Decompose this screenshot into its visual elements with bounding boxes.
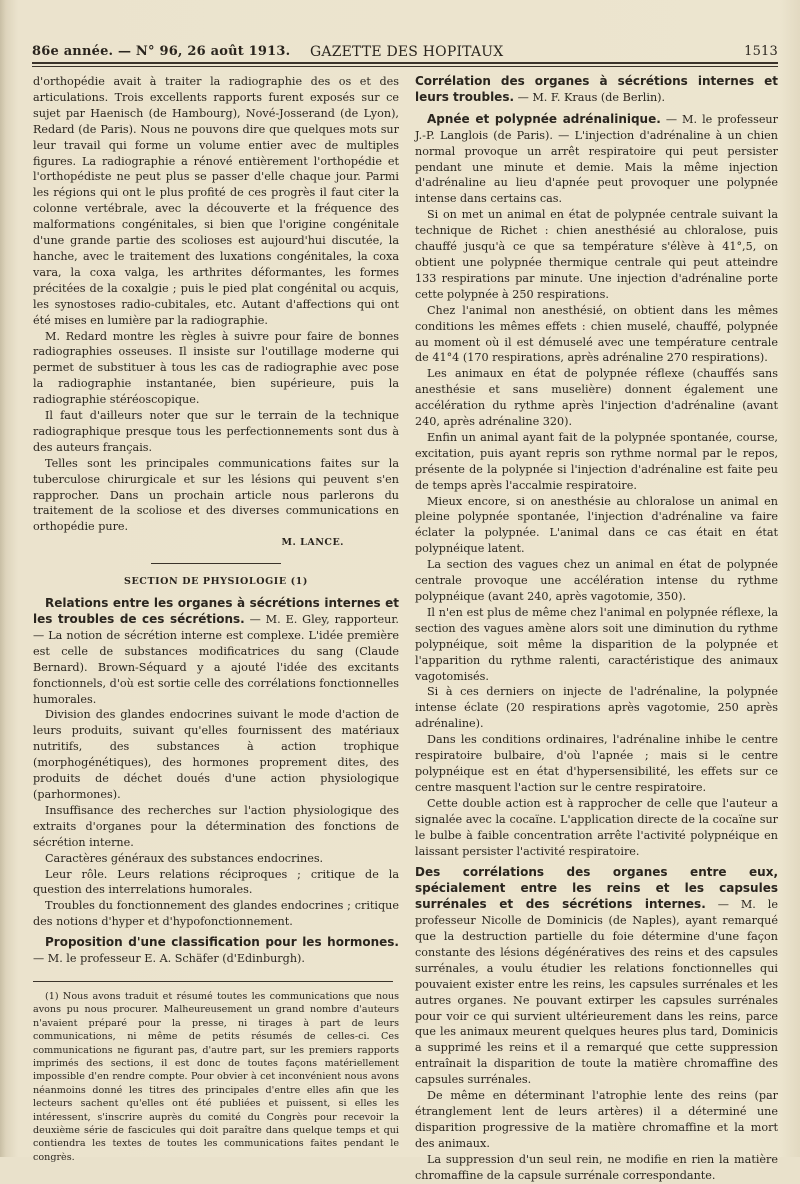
left-column [33,74,399,1164]
article-entry [415,865,778,1088]
footnote-rule [33,981,393,982]
paragraph: Division des glandes endocrines suivant le mode d'action de leurs produits, suivant qu'elles fournissent des matériaux nutritifs, des substances à action trophique (morphogénétiques), des hormones proprement dites, des produits de déchet doués d'une action physiologique (parhormones). [33,708,399,801]
paragraph: Cette double action est à rapprocher de celle que l'auteur a signalée avec la cocaïne. L'application directe de la cocaïne sur le bulbe à faible concentration arrête l'activité polypnéique en laissant persister l'activité respiratoire. [415,796,778,858]
issue-line: 86e année. — N° 96, 26 août 1913. [32,44,291,59]
paragraph: Chez l'animal non anesthésié, on obtient dans les mêmes conditions les mêmes effets : chien muselé, chauffé, polypnée au moment où il est démuselé avec une température centrale de 41°4 (170 respirations, après adrénaline 270 respirations). [415,303,778,365]
author-signature: M. LANCE. [281,537,344,549]
article-entry [415,112,778,207]
paragraph: Enfin un animal ayant fait de la polypnée spontanée, course, excitation, puis ayant repris son rythme normal par le repos, présente de la polypnée si l'injection d'adrénaline est faite peu de temps après l'accalmie respiratoire. [415,430,778,492]
paragraph: M. Redard montre les règles à suivre pour faire de bonnes radiographies osseuses. Il insiste sur l'outillage moderne qui permet de substituer à tous les cas de radiographie avec pose la radiographie instantanée, bien supérieure, puis la radiographie stéréoscopique. [33,329,399,407]
paragraph: Si à ces derniers on injecte de l'adrénaline, la polypnée intense éclate (20 respirations après vagotomie, 250 après adrénaline). [415,685,778,731]
article-body: — M. E. Gley, rapporteur. — La notion de sécrétion interne est complexe. L'idée première est celle de substances modificatrices du sang (Claude Bernard). Brown-Séquard y a ajouté l'idée des excitants fonctionnels, d'où est sortie celle des corrélations fonctionnelles humorales. [33,613,399,706]
paragraph: Troubles du fonctionnement des glandes endocrines ; critique des notions d'hyper et d'hypofonctionnement. [33,899,399,929]
paragraph: Dans les conditions ordinaires, l'adrénaline inhibe le centre respiratoire bulbaire, d'où l'apnée ; mais si le centre polypnéique est en état d'hypersensibilité, les effets sur ce centre masquent l'action sur le centre respiratoire. [415,733,778,794]
journal-title: GAZETTE DES HOPITAUX [310,44,504,60]
article-body: — M. le professeur E. A. Schäfer (d'Edinburgh). [33,952,305,966]
section-divider [151,563,281,564]
article-entry [415,74,778,106]
paragraph: La section des vagues chez un animal en état de polypnée centrale provoque une accélération intense du rythme polypnéique (avant 240, après vagotomie, 350). [415,558,778,603]
header-rule-thin [32,66,778,67]
article-entry [33,596,399,707]
article-body: — M. le professeur Nicolle de Dominicis (de Naples), ayant remarqué que la destruction partielle du foie détermine d'une façon constante des lésions dégénératives des reins et des capsules surrénales, a voulu étudier les relations fonctionnelles qui pouvaient exister entre les reins, les capsules surrénales et les autres organes. Ne pouvant extirper les capsules surrénales pour voir ce qui survient ultérieurement dans les reins, parce que les animaux meurent quelques heures plus tard, Dominicis a supprimé les reins et il a remarqué que cette suppression entraînait la disparition de toute la matière chromaffine des capsules surrénales. [415,898,778,1087]
paragraph: La suppression d'un seul rein, ne modifie en rien la matière chromaffine de la capsule surrénale correspondante. [415,1152,778,1182]
section-title: SECTION DE PHYSIOLOGIE (1) [124,576,308,588]
paragraph: Insuffisance des recherches sur l'action physiologique des extraits d'organes pour la détermination des fonctions de sécrétion interne. [33,803,399,849]
right-column [415,74,778,1184]
article-heading: Proposition d'une classification pour les hormones. [45,935,399,950]
paragraph: De même en déterminant l'atrophie lente des reins (par étranglement lent de leurs artères) il a déterminé une disparition progressive de la matière chromaffine et la mort des animaux. [415,1089,778,1150]
paragraph: Si on met un animal en état de polypnée centrale suivant la technique de Richet : chien anesthésié au chloralose, puis chauffé jusqu'à ce que sa température s'élève à 41°,5, on obtient une polypnée thermique centrale qui peut atteindre 133 respirations par minute. Une injection d'adrénaline porte cette polypnée à 250 respirations. [415,208,778,301]
article-entry [33,935,399,967]
paragraph: Il faut d'ailleurs noter que sur le terrain de la technique radiographique presque tous les perfectionnements sont dus à des auteurs français. [33,409,399,454]
paragraph: d'orthopédie avait à traiter la radiographie des os et des articulations. Trois excellents rapports furent exposés sur ce sujet par Haenisch (de Hambourg), Nové-Josserand (de Lyon), Redard (de Paris). Nous ne pouvons dire que quelques mots sur leur travail qui forme un volume entier avec de multiples figures. La radiographie a rénové entièrement l'orthopédie et l'orthopédiste ne peut plus se passer d'elle chaque jour. Parmi les régions qui ont le plus profité de ces progrès il faut citer la colonne vertébrale, avec la découverte et la fréquence des malformations congénitales, si bien que l'origine congénitale d'une grande partie des scolioses est aujourd'hui discutée, la hanche, avec le traitement des luxations congénitales, la coxa vara, la coxa valga, les arthrites déformantes, les formes précitées de la coxalgie ; puis le pied plat congénital ou acquis, les synostoses radio-cubitales, etc. Autant d'affections qui ont été mises en lumière par la radiographie. [33,75,399,327]
footnote: (1) Nous avons traduit et résumé toutes les communications que nous avons pu nous procurer. Malheureusement un grand nombre d'auteurs n'avaient préparé pour la presse, ni tirages à part de leurs communications, ni même de petits résumés de celles-ci. Ces communications ne figurant pas, d'autre part, sur les premiers rapports imprimés des sections, il est donc de toutes façons matériellement impossible d'en rendre compte. Pour obvier à cet inconvénient nous avons néanmoins donné les titres des principales d'entre elles afin que les lecteurs sachent qu'elles ont été publiées et puissent, si elles les intéressent, s'inscrire auprès du comité du Congrès pour recevoir la deuxième série de fascicules qui doit paraître dans quelque temps et qui contiendra les textes de toutes les communications faites pendant le congrès. [33,990,399,1163]
page-number: 1513 [744,44,778,59]
paragraph: Leur rôle. Leurs relations réciproques ; critique de la question des interrelations humorales. [33,867,399,897]
paragraph: Telles sont les principales communications faites sur la tuberculose chirurgicale et sur les lésions qui peuvent s'en rapprocher. Dans un prochain article nous parlerons du traitement de la scoliose et des diverses communications en orthopédie pure. [33,456,399,534]
article-heading: Relations entre les organes à sécrétions internes et les troubles de ces sécrétions. [33,596,399,626]
header-rule-thick [32,62,778,64]
paragraph: Mieux encore, si on anesthésie au chloralose un animal en pleine polypnée spontanée, l'injection d'adrénaline va faire éclater la polypnée. L'animal dans ce cas était en état polypnéique latent. [415,494,778,556]
article-heading: Des corrélations des organes entre eux, spécialement entre les reins et les capsules surrénales et des sécrétions internes. [415,865,778,912]
paragraph: Caractères généraux des substances endocrines. [45,851,324,865]
article-body: — M. F. Kraus (de Berlin). [514,90,666,104]
paragraph: Les animaux en état de polypnée réflexe (chauffés sans anesthésie et sans muselière) donnent également une accélération du rythme après l'injection d'adrénaline (avant 240, après adrénaline 320). [415,367,778,429]
article-body: — M. le professeur J.-P. Langlois (de Paris). — L'injection d'adrénaline à un chien normal provoque un arrêt respiratoire qui peut persister pendant une minute et demie. Mais la même injection d'adrénaline au lieu d'apnée peut provoquer une polypnée intense dans certains cas. [415,112,778,206]
article-heading: Apnée et polypnée adrénalinique. [427,111,661,126]
paragraph: Il n'en est plus de même chez l'animal en polypnée réflexe, la section des vagues amène alors soit une diminution du rythme polypnéique, soit même la disparition de la polypnée et l'apparition du rythme ralenti, caractéristique des animaux vagotomisés. [415,605,778,683]
article-heading: Corrélation des organes à sécrétions internes et leurs troubles. [415,74,778,104]
